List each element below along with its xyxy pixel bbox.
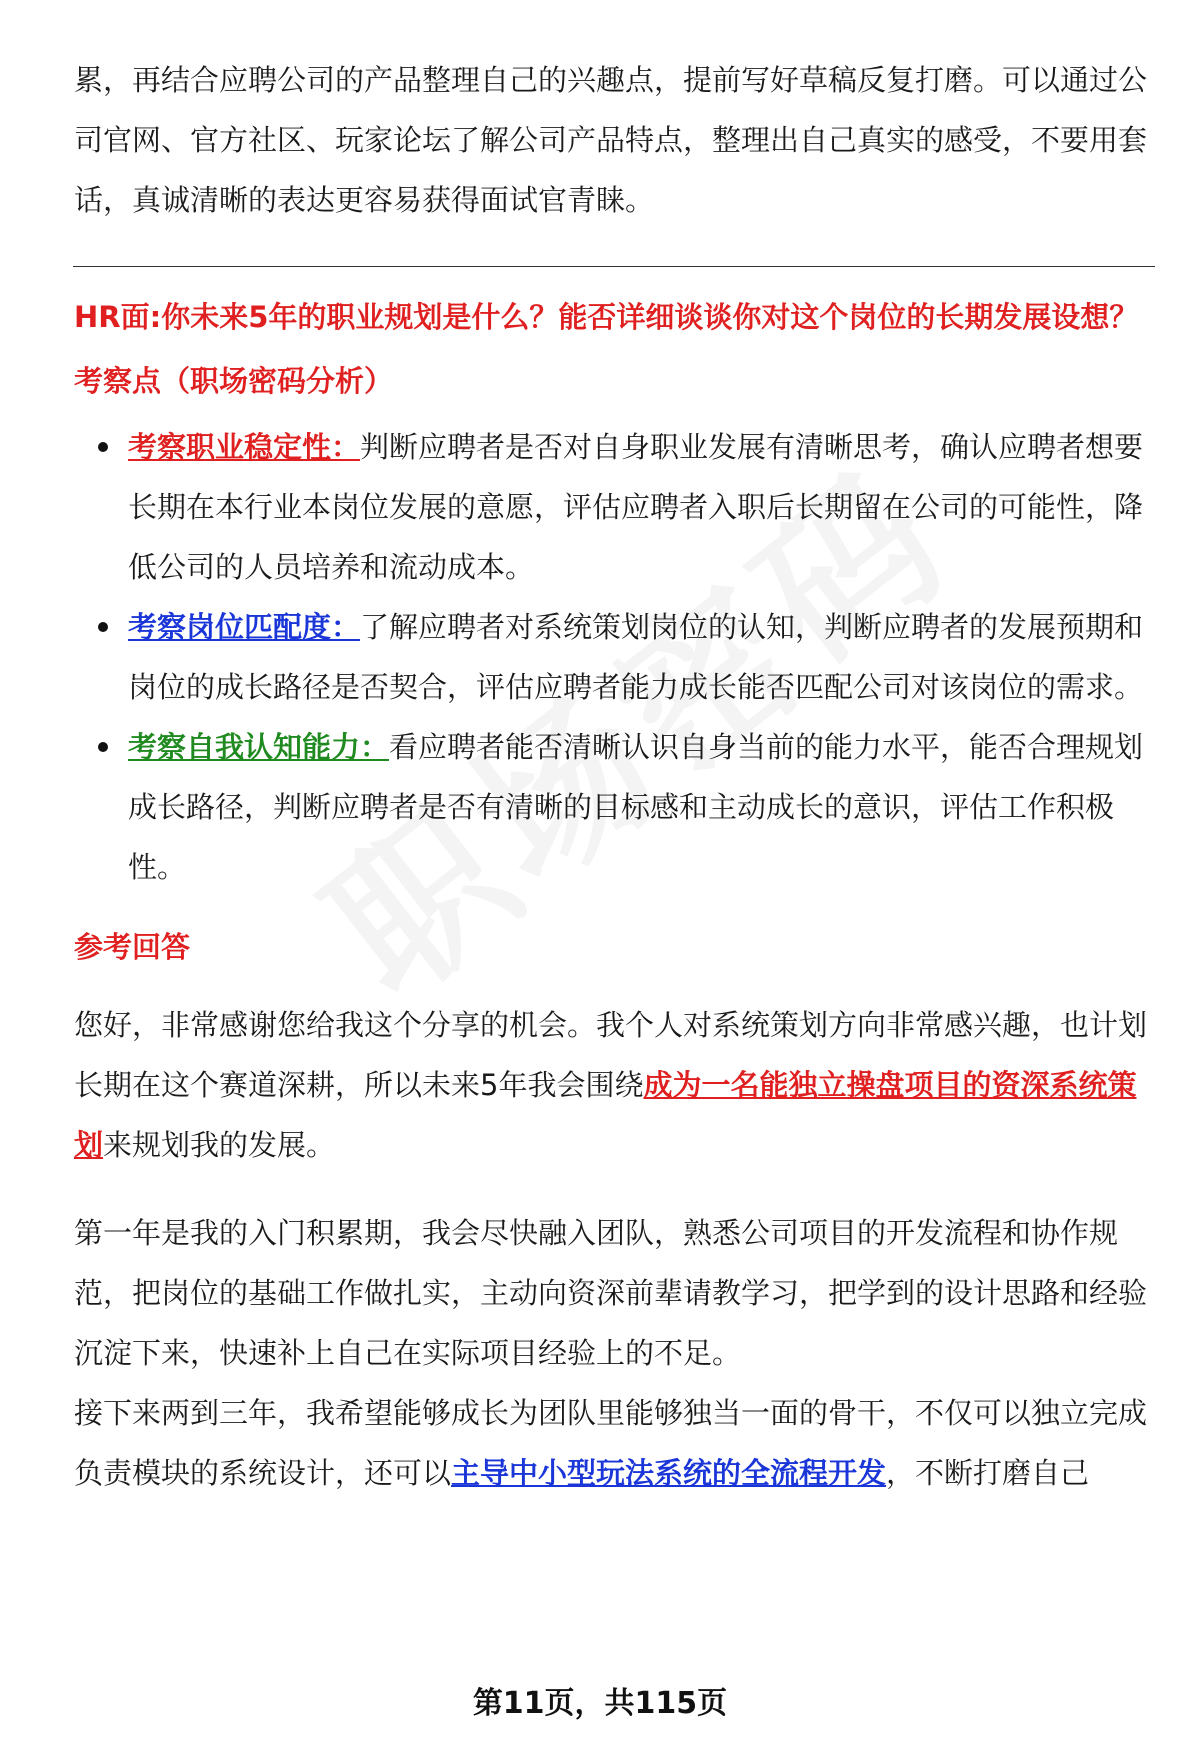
answer-paragraph-2: 第一年是我的入门积累期，我会尽快融入团队，熟悉公司项目的开发流程和协作规范，把岗位的基础工作做扎实，主动向资深前辈请教学习，把学到的设计思路和经验沉淀下来，快速补上自己在实际项目经验上的不足。 — [74, 1216, 1148, 1370]
list-item — [74, 597, 1154, 717]
answer-text: ，不断打磨自己 — [886, 1456, 1090, 1490]
answer-paragraph-3 — [74, 1383, 1154, 1503]
focus-points-list — [74, 417, 1154, 897]
question-heading: HR面:你未来5年的职业规划是什么？能否详细谈谈你对这个岗位的长期发展设想？ — [74, 300, 1139, 334]
answer-heading: 参考回答 — [74, 930, 191, 964]
answer-highlight: 成为一名能独立操盘项目的资深系统策划 — [74, 1068, 1137, 1162]
answer-highlight: 主导中小型玩法系统的全流程开发 — [451, 1456, 887, 1490]
bullet-icon — [98, 742, 108, 752]
answer-paragraph-1 — [74, 995, 1154, 1175]
focus-heading: 考察点（职场密码分析） — [74, 364, 394, 398]
list-item — [74, 717, 1154, 897]
bullet-icon — [98, 622, 108, 632]
answer-text: 接下来两到三年，我希望能够成长为团队里能够独当一面的骨干，不仅可以独立完成负责模块的系统设计，还可以 — [74, 1396, 1148, 1490]
point-key: 考察岗位匹配度： — [128, 610, 361, 644]
list-item — [74, 417, 1154, 597]
page-content — [74, 50, 1154, 1503]
point-key: 考察职业稳定性： — [128, 430, 361, 464]
page-number: 第11页，共115页 — [472, 1686, 728, 1721]
point-text: 了解应聘者对系统策划岗位的认知，判断应聘者的发展预期和岗位的成长路径是否契合，评估应聘者能力成长能否匹配公司对该岗位的需求。 — [128, 610, 1144, 704]
point-text: 看应聘者能否清晰认识自身当前的能力水平，能否合理规划成长路径，判断应聘者是否有清晰的目标感和主动成长的意识，评估工作积极性。 — [128, 730, 1144, 884]
intro-paragraph: 累，再结合应聘公司的产品整理自己的兴趣点，提前写好草稿反复打磨。可以通过公司官网、官方社区、玩家论坛了解公司产品特点，整理出自己真实的感受，不要用套话，真诚清晰的表达更容易获得面试官青睐。 — [74, 63, 1148, 217]
answer-text: 您好，非常感谢您给我这个分享的机会。我个人对系统策划方向非常感兴趣，也计划长期在这个赛道深耕，所以未来5年我会围绕 — [74, 1008, 1148, 1102]
bullet-icon — [98, 442, 108, 452]
point-key: 考察自我认知能力： — [128, 730, 390, 764]
section-divider — [73, 266, 1155, 267]
answer-text: 来规划我的发展。 — [103, 1128, 336, 1162]
point-text: 判断应聘者是否对自身职业发展有清晰思考，确认应聘者想要长期在本行业本岗位发展的意愿，评估应聘者入职后长期留在公司的可能性，降低公司的人员培养和流动成本。 — [128, 430, 1144, 584]
